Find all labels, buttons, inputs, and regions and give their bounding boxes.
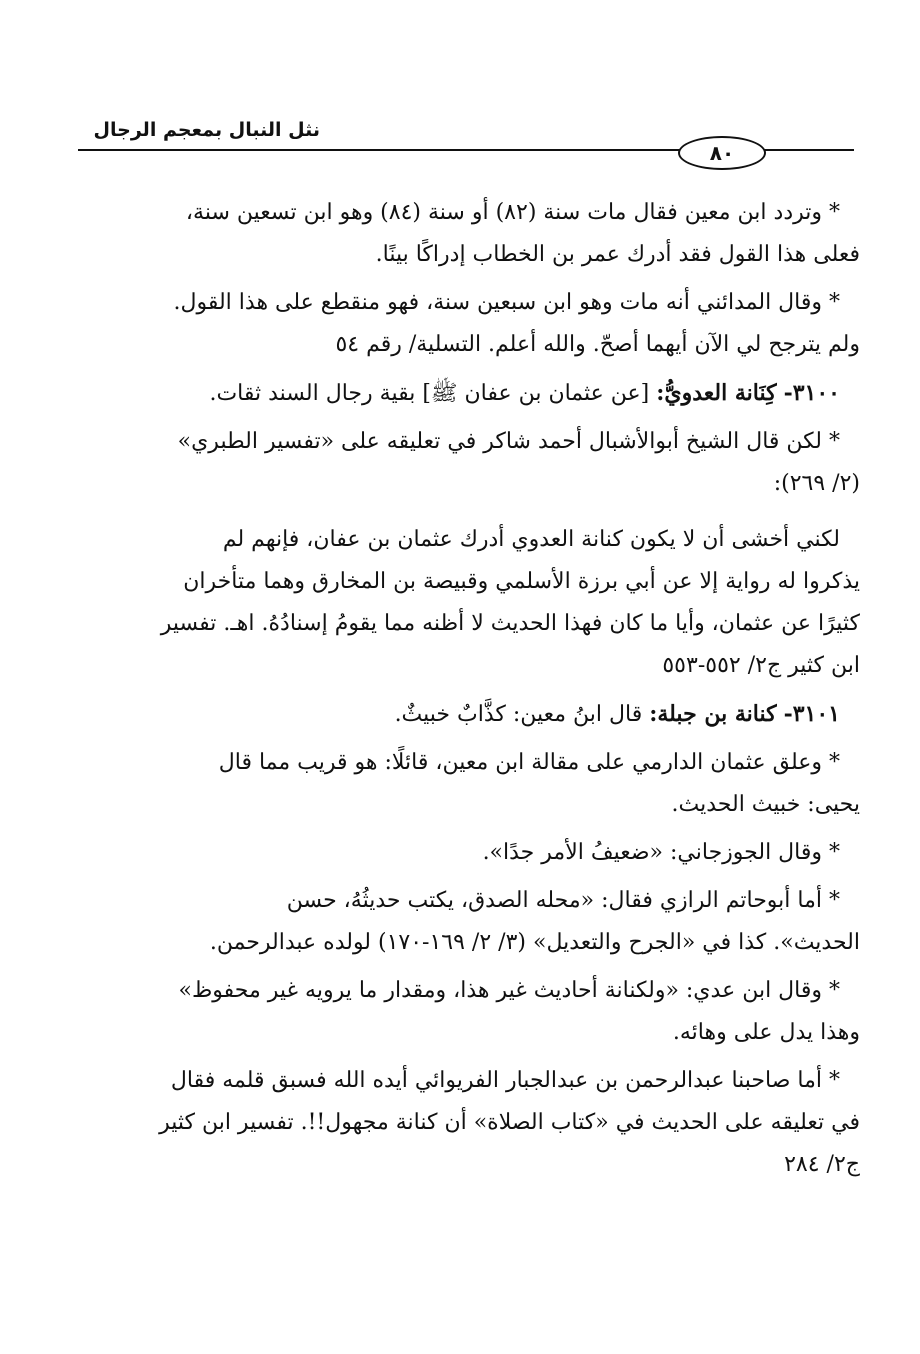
paragraph-abu-hatim xyxy=(76,880,860,964)
text-line: فعلى هذا القول فقد أدرك عمر بن الخطاب إدراكًا بينًا. xyxy=(375,242,860,267)
text-line: * وتردد ابن معين فقال مات سنة (٨٢) أو سنة (٨٤) وهو ابن تسعين سنة، xyxy=(185,200,840,225)
entry-3101 xyxy=(76,693,860,736)
text-line: ولم يترجح لي الآن أيهما أصحّ. والله أعلم. التسلية/ رقم ٥٤ xyxy=(335,332,860,357)
text-line: يحيى: خبيث الحديث. xyxy=(671,792,860,817)
entry-text: [عن عثمان بن عفان ﷺ] بقية رجال السند ثقات. xyxy=(209,381,650,406)
paragraph-ibn-adi xyxy=(76,970,860,1054)
text-line: * أما أبوحاتم الرازي فقال: «محله الصدق، يكتب حديثُهُ، حسن xyxy=(286,888,840,913)
entry-name: كنانة بن جبلة: xyxy=(649,701,777,727)
text-line: * لكن قال الشيخ أبوالأشبال أحمد شاكر في تعليقه على «تفسير الطبري» xyxy=(177,429,840,454)
text-line: يذكروا له رواية إلا عن أبي برزة الأسلمي وقبيصة بن المخارق وهما متأخران xyxy=(183,569,860,594)
text-line: الحديث». كذا في «الجرح والتعديل» (٣/ ٢/ ١٦٩-١٧٠) لولده عبدالرحمن. xyxy=(209,930,860,955)
page-number: ٨٠ xyxy=(709,141,735,165)
entry-text: قال ابنُ معين: كذَّابٌ خبيثٌ. xyxy=(394,702,643,727)
quotation-shakir xyxy=(76,519,860,687)
text-line: لكني أخشى أن لا يكون كنانة العدوي أدرك عثمان بن عفان، فإنهم لم xyxy=(222,527,840,552)
text-line: في تعليقه على الحديث في «كتاب الصلاة» أن كنانة مجهول!!. تفسير ابن كثير xyxy=(159,1110,860,1135)
text-line: (٢/ ٢٦٩): xyxy=(773,471,860,496)
paragraph-madaini xyxy=(76,282,860,366)
text-line: * وعلق عثمان الدارمي على مقالة ابن معين، قائلًا: هو قريب مما قال xyxy=(218,750,840,775)
text-line: * وقال ابن عدي: «ولكنانة أحاديث غير هذا، ومقدار ما يرويه غير محفوظ» xyxy=(178,978,840,1003)
entry-number: ٣١٠٠- xyxy=(783,380,840,406)
page-number-oval xyxy=(678,136,766,170)
entry-line xyxy=(76,372,860,415)
text-line: * أما صاحبنا عبدالرحمن بن عبدالجبار الفريوائي أيده الله فسبق قلمه فقال xyxy=(170,1068,840,1093)
paragraph-ibn-maeen-death xyxy=(76,192,860,276)
text-line: ابن كثير ج٢/ ٥٥٢-٥٥٣ xyxy=(662,653,860,678)
paragraph-faryuwai xyxy=(76,1060,860,1186)
paragraph-jawzajani xyxy=(76,832,860,874)
entry-number: ٣١٠١- xyxy=(783,701,840,727)
text-line: * وقال المدائني أنه مات وهو ابن سبعين سنة، فهو منقطع على هذا القول. xyxy=(173,290,840,315)
entry-3100 xyxy=(76,372,860,415)
text-line: وهذا يدل على وهائه. xyxy=(672,1020,860,1045)
entry-line xyxy=(76,693,860,736)
entry-name: كِنَانة العدويُّ: xyxy=(656,380,777,406)
paragraph-darimi xyxy=(76,742,860,826)
text-line: * وقال الجوزجاني: «ضعيفُ الأمر جدًا». xyxy=(482,840,840,865)
running-title: نثل النبال بمعجم الرجال xyxy=(93,119,320,141)
paragraph-shakir xyxy=(76,421,860,505)
text-line: ج٢/ ٢٨٤ xyxy=(784,1152,860,1177)
text-line: كثيرًا عن عثمان، وأيا ما كان فهذا الحديث لا أظنه مما يقومُ إسنادُهُ. اهـ. تفسير xyxy=(160,611,860,636)
page-body xyxy=(76,192,860,1192)
